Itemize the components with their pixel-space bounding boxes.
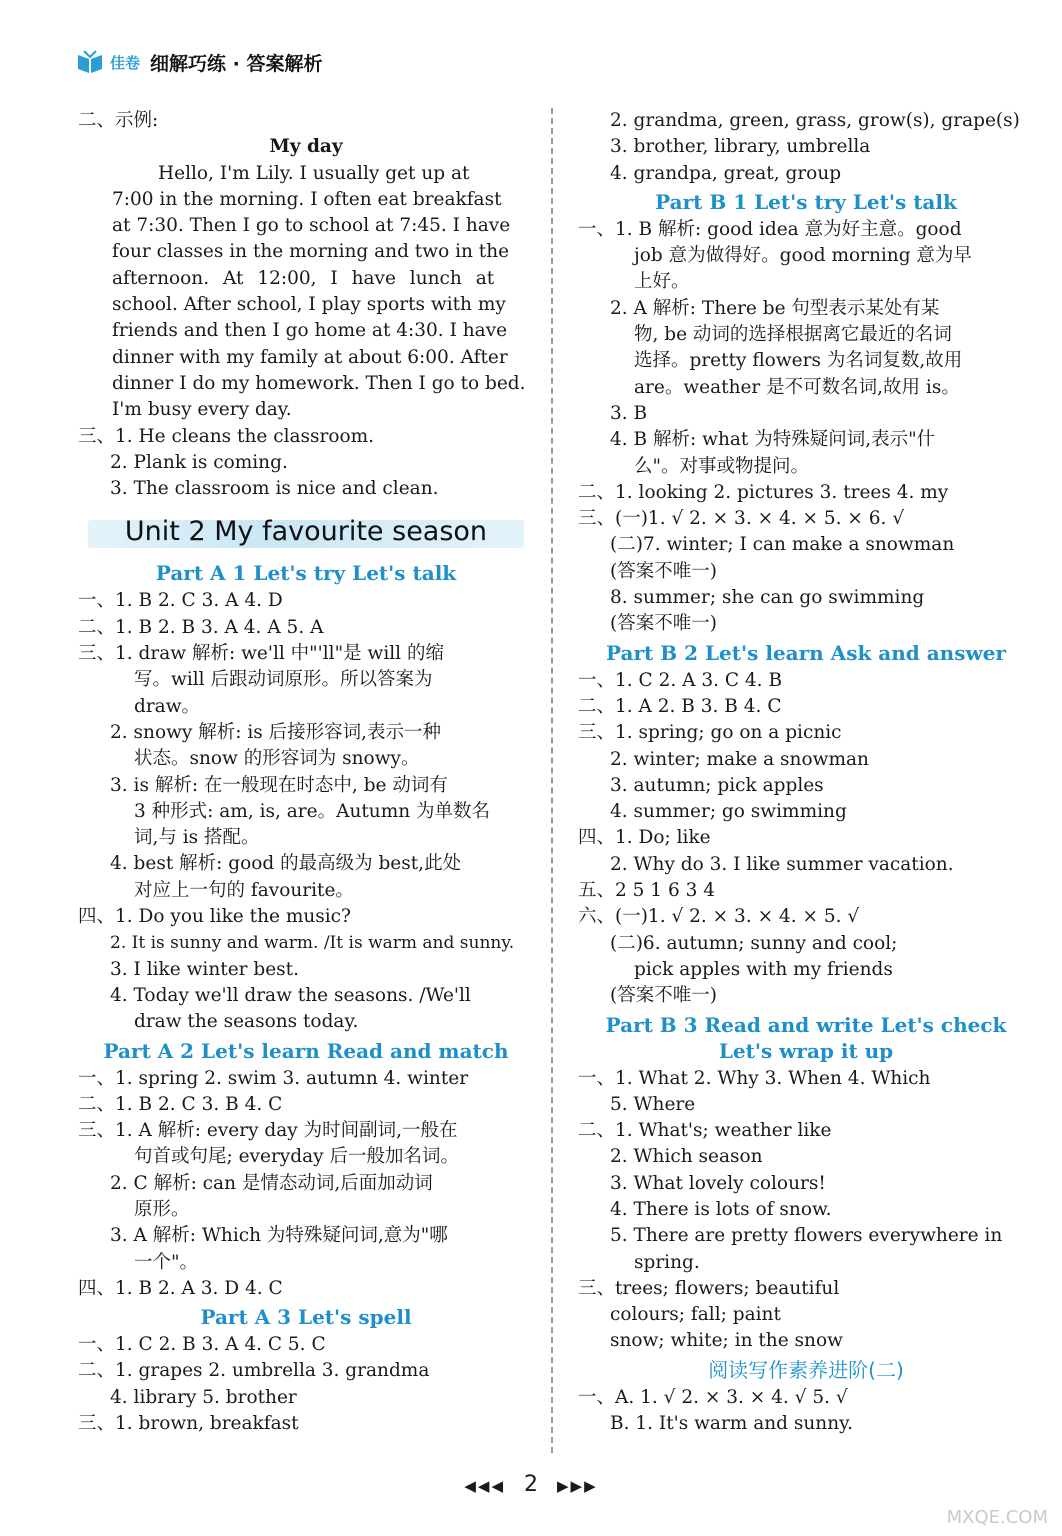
answer-line: 上好。: [634, 271, 690, 293]
essay-line: friends and then I go home at 4:30. I have: [112, 320, 508, 342]
answer-line: 写。will 后跟动词原形。所以答案为: [134, 669, 433, 691]
watermark-text: MXQE.COM: [946, 1507, 1048, 1528]
page-footer: [0, 1472, 1062, 1497]
answer-line: snow; white; in the snow: [610, 1330, 843, 1352]
answer-line: 一、1. spring 2. swim 3. autumn 4. winter: [78, 1067, 469, 1089]
answer-line: draw the seasons today.: [134, 1011, 359, 1033]
answer-line: 4. summer; go swimming: [610, 801, 847, 823]
essay-line: dinner with my family at about 6:00. After: [112, 346, 508, 368]
answer-line: job 意为做得好。good morning 意为早: [634, 245, 972, 267]
watermark: [938, 1458, 1048, 1528]
answer-line: 2. C 解析: can 是情态动词,后面加动词: [110, 1172, 433, 1194]
answer-line: 4. best 解析: good 的最高级为 best,此处: [110, 853, 462, 875]
answer-line: 2. Plank is coming.: [110, 451, 288, 473]
answer-line: 三、1. He cleans the classroom.: [78, 425, 375, 447]
answer-line: 选择。pretty flowers 为名词复数,故用: [634, 350, 963, 372]
essay-title: My day: [269, 136, 343, 158]
answer-line: 3. A 解析: Which 为特殊疑问词,意为"哪: [110, 1225, 448, 1247]
answer-line: 一、1. B 解析: good idea 意为好主意。good: [578, 218, 962, 240]
answer-line: 3. I like winter best.: [110, 958, 299, 980]
section-banner: 阅读写作素养进阶(二): [708, 1357, 904, 1382]
brand-title: 细解巧练 · 答案解析: [150, 52, 323, 75]
logo-text: 佳卷: [110, 53, 141, 72]
answer-line: 二、1. B 2. B 3. A 4. A 5. A: [78, 616, 324, 638]
essay-line: afternoon. At 12:00, I have lunch at: [112, 267, 495, 289]
essay-line: school. After school, I play sports with my: [112, 294, 506, 316]
left-column: [78, 108, 534, 1437]
answer-line: draw。: [134, 695, 201, 717]
answer-line: 物, be 动词的选择根据离它最近的名词: [634, 324, 952, 346]
answer-line: 二、1. grapes 2. umbrella 3. grandma: [78, 1360, 430, 1382]
answer-line: 5. There are pretty flowers everywhere in: [610, 1225, 1003, 1247]
answer-line: 4. library 5. brother: [110, 1386, 297, 1408]
answer-line: 4. Today we'll draw the seasons. /We'll: [110, 984, 471, 1006]
answer-line: colours; fall; paint: [610, 1304, 781, 1326]
prev-arrows-icon: ◀◀◀: [464, 1477, 505, 1495]
answer-line: spring.: [634, 1251, 700, 1273]
essay-line: at 7:30. Then I go to school at 7:45. I have: [112, 215, 511, 237]
answer-line: 2. It is sunny and warm. /It is warm and sunny.: [110, 933, 515, 954]
part-heading: Part B 3 Read and write Let's check: [605, 1012, 1007, 1037]
answer-line: 词,与 is 搭配。: [134, 827, 260, 849]
answer-line: 原形。: [134, 1198, 190, 1220]
next-arrows-icon: ▶▶▶: [557, 1477, 598, 1495]
answer-line: 4. grandpa, great, group: [610, 162, 842, 184]
answer-line: 一、1. What 2. Why 3. When 4. Which: [578, 1067, 931, 1089]
answer-line: 3. brother, library, umbrella: [610, 136, 871, 158]
answer-line: 六、(一)1. √ 2. × 3. × 4. × 5. √: [578, 906, 860, 928]
answer-line: 三、(一)1. √ 2. × 3. × 4. × 5. × 6. √: [578, 508, 905, 530]
answer-line: B. 1. It's warm and sunny.: [610, 1413, 854, 1435]
answer-line: 五、2 5 1 6 3 4: [578, 880, 716, 902]
answer-line: pick apples with my friends: [634, 958, 893, 980]
answer-line: 3. The classroom is nice and clean.: [110, 478, 439, 500]
answer-line: 2. winter; make a snowman: [610, 748, 869, 770]
answer-line: 句首或句尾; everyday 后一般加名词。: [134, 1146, 459, 1168]
answer-line: (二)6. autumn; sunny and cool;: [610, 932, 898, 954]
answer-line: 状态。snow 的形容词为 snowy。: [134, 748, 420, 770]
answer-line: 4. There is lots of snow.: [610, 1198, 832, 1220]
answer-line: (答案不唯一): [610, 613, 717, 635]
answer-line: 三、1. spring; go on a picnic: [578, 722, 842, 744]
answer-line: 对应上一句的 favourite。: [134, 879, 354, 901]
answer-line: 二、1. looking 2. pictures 3. trees 4. my: [578, 481, 949, 503]
book-logo-icon: [76, 49, 104, 75]
answer-line: (答案不唯一): [610, 560, 717, 582]
answer-line: 一、1. C 2. A 3. C 4. B: [578, 669, 783, 691]
answer-line: 三、trees; flowers; beautiful: [578, 1277, 840, 1299]
column-divider: [551, 108, 553, 1453]
essay-line: I'm busy every day.: [112, 399, 292, 421]
answer-line: 二、1. A 2. B 3. B 4. C: [578, 695, 782, 717]
answer-line: 3. autumn; pick apples: [610, 774, 824, 796]
answer-line: 2. Which season: [610, 1146, 763, 1168]
answer-line: 四、1. Do you like the music?: [78, 906, 351, 928]
answer-line: 2. snowy 解析: is 后接形容词,表示一种: [110, 721, 442, 743]
answer-line: 一、1. B 2. C 3. A 4. D: [78, 590, 283, 612]
answer-line: 二、1. What's; weather like: [578, 1120, 832, 1142]
answer-line: 2. Why do 3. I like summer vacation.: [610, 853, 954, 875]
right-column: [578, 108, 1034, 1437]
answer-line: 3. B: [610, 402, 648, 424]
essay-line: four classes in the morning and two in the: [112, 241, 510, 263]
part-heading: Part A 2 Let's learn Read and match: [103, 1038, 509, 1063]
answer-line: 四、1. Do; like: [578, 827, 711, 849]
answer-line: 一、A. 1. √ 2. × 3. × 4. √ 5. √: [578, 1386, 848, 1408]
answer-line: 三、1. A 解析: every day 为时间副词,一般在: [78, 1120, 458, 1142]
answer-line: (答案不唯一): [610, 985, 717, 1007]
part-heading: Part B 2 Let's learn Ask and answer: [606, 640, 1006, 665]
answer-line: 4. B 解析: what 为特殊疑问词,表示"什: [610, 429, 936, 451]
section-heading: 二、示例:: [78, 110, 159, 131]
answer-line: 3 种形式: am, is, are。Autumn 为单数名: [134, 800, 491, 822]
essay-line: 7:00 in the morning. I often eat breakfast: [112, 188, 502, 210]
answer-line: 四、1. B 2. A 3. D 4. C: [78, 1277, 283, 1299]
answer-line: 么"。对事或物提问。: [634, 455, 810, 477]
answer-line: 5. Where: [610, 1093, 696, 1115]
page-number: 2: [524, 1472, 538, 1497]
answer-line: 三、1. draw 解析: we'll 中"'ll"是 will 的缩: [78, 643, 444, 665]
part-heading: Let's wrap it up: [718, 1038, 894, 1063]
part-heading: Part B 1 Let's try Let's talk: [655, 189, 957, 214]
answer-line: 2. A 解析: There be 句型表示某处有某: [610, 297, 940, 319]
answer-line: (二)7. winter; I can make a snowman: [610, 534, 955, 556]
answer-line: 3. is 解析: 在一般现在时态中, be 动词有: [110, 774, 448, 796]
answer-line: 三、1. brown, breakfast: [78, 1413, 299, 1435]
page-header: [76, 44, 322, 80]
part-heading: Part A 1 Let's try Let's talk: [155, 561, 457, 586]
answer-line: 8. summer; she can go swimming: [610, 587, 925, 609]
unit-banner: [78, 512, 534, 552]
essay-line: Hello, I'm Lily. I usually get up at: [158, 162, 470, 184]
part-heading: Part A 3 Let's spell: [200, 1305, 412, 1330]
essay-line: dinner I do my homework. Then I go to bed.: [112, 372, 526, 394]
answer-line: 一、1. C 2. B 3. A 4. C 5. C: [78, 1334, 326, 1356]
answer-line: are。weather 是不可数名词,故用 is。: [634, 376, 960, 398]
answer-line: 3. What lovely colours!: [610, 1172, 826, 1194]
answer-line: 二、1. B 2. C 3. B 4. C: [78, 1093, 283, 1115]
essay: [78, 161, 534, 424]
answer-line: 一个"。: [134, 1251, 199, 1273]
unit-title: Unit 2 My favourite season: [124, 516, 488, 548]
answer-line: 2. grandma, green, grass, grow(s), grape(s): [610, 110, 1020, 131]
